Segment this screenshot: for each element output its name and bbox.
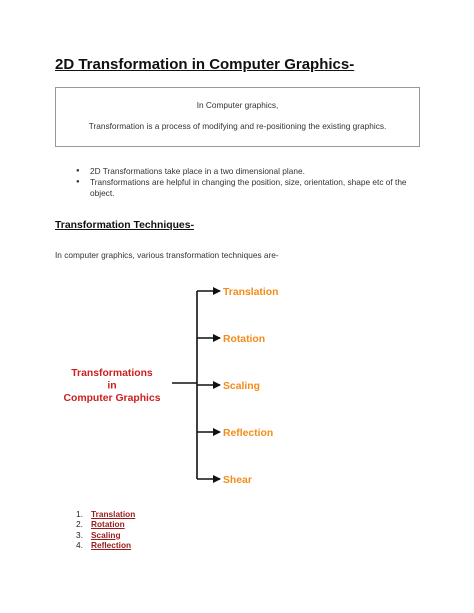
bullet-item: ● 2D Transformations take place in a two dimensional plane.: [76, 166, 421, 177]
section-heading: Transformation Techniques-: [55, 220, 194, 231]
technique-item: 2. Rotation: [76, 519, 125, 530]
definition-line-1: In Computer graphics,: [196, 100, 279, 110]
diagram-branches: [223, 287, 278, 486]
branch-label-rotation: Rotation: [223, 334, 266, 345]
technique-list: [76, 509, 135, 551]
definition-line-2: Transformation is a process of modifying and re-positioning the existing graphics.: [88, 121, 387, 131]
diagram-root: [64, 368, 161, 404]
technique-item: 4. Reflection: [76, 540, 132, 551]
technique-item: 1. Translation: [76, 509, 136, 519]
branch-label-scaling: Scaling: [223, 381, 260, 392]
page-title: 2D Transformation in Computer Graphics-: [55, 56, 355, 73]
root-label-line: in: [107, 380, 117, 392]
root-label-line: Computer Graphics: [63, 393, 161, 404]
branch-label-translation: Translation: [223, 287, 279, 298]
branch-label-shear: Shear: [223, 475, 252, 486]
technique-link-reflection[interactable]: Reflection: [91, 540, 132, 551]
technique-item: 3. Scaling: [76, 529, 121, 540]
diagram-connectors: [172, 291, 220, 479]
intro-text: In computer graphics, various transformation techniques are-: [55, 250, 279, 260]
root-label-line: Transformations: [71, 368, 153, 379]
branch-label-reflection: Reflection: [223, 428, 274, 439]
technique-link-translation[interactable]: Translation: [91, 509, 136, 519]
bullet-item: ● Transformations are helpful in changing the position, size, orientation, shape etc of the object.: [76, 177, 421, 199]
technique-link-rotation[interactable]: Rotation: [91, 519, 125, 530]
technique-link-scaling[interactable]: Scaling: [91, 529, 121, 540]
